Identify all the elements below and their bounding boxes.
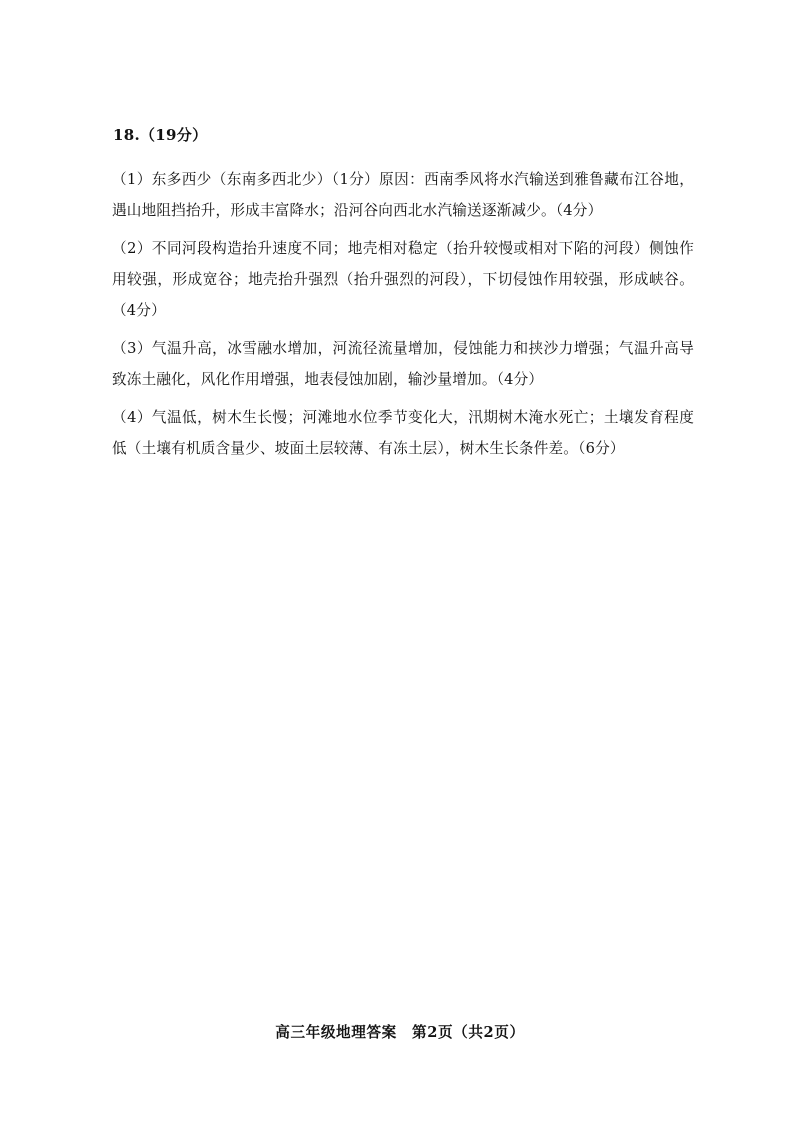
answer-part-3: （3）气温升高，冰雪融水增加，河流径流量增加，侵蚀能力和挟沙力增强；气温升高导致冻土融化，风化作用增强，地表侵蚀加剧，输沙量增加。（4分） bbox=[112, 340, 694, 388]
answer-part-4: （4）气温低，树木生长慢；河滩地水位季节变化大，汛期树木淹水死亡；土壤发育程度低（土壤有机质含量少、坡面土层较薄、有冻土层），树木生长条件差。（6分） bbox=[112, 409, 694, 457]
answer-list bbox=[112, 164, 694, 471]
question-title: 18.（19分） bbox=[113, 126, 208, 144]
answer-part-1: （1）东多西少（东南多西北少）（1分）原因：西南季风将水汽输送到雅鲁藏布江谷地，遇山地阻挡抬升，形成丰富降水；沿河谷向西北水汽输送逐渐减少。（4分） bbox=[112, 171, 694, 219]
answer-part-2: （2）不同河段构造抬升速度不同；地壳相对稳定（抬升较慢或相对下陷的河段）侧蚀作用较强，形成宽谷；地壳抬升强烈（抬升强烈的河段），下切侵蚀作用较强，形成峡谷。（4分） bbox=[112, 240, 694, 319]
page-footer: 高三年级地理答案 第2页（共2页） bbox=[275, 1024, 525, 1041]
